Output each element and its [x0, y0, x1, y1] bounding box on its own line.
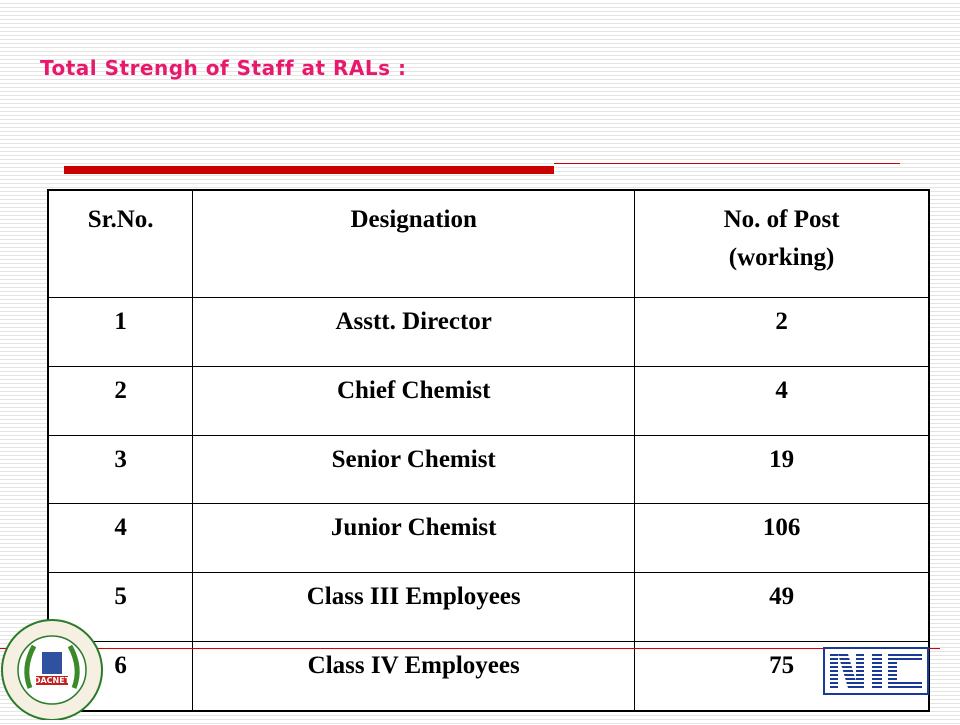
table-row	[48, 366, 929, 435]
table-row	[48, 298, 929, 367]
cell-designation: Chief Chemist	[193, 366, 635, 435]
table-row	[48, 573, 929, 642]
table-row	[48, 435, 929, 504]
slide-title: Total Strengh of Staff at RALs :	[40, 56, 407, 80]
cell-sr-no: 3	[48, 435, 193, 504]
table-row	[48, 504, 929, 573]
cell-designation: Class III Employees	[193, 573, 635, 642]
cell-posts: 106	[635, 504, 929, 573]
cell-designation: Junior Chemist	[193, 504, 635, 573]
dacnet-logo-icon	[0, 618, 104, 720]
cell-sr-no: 6	[48, 641, 193, 711]
cell-posts: 19	[635, 435, 929, 504]
table-row	[48, 641, 929, 711]
header-no-of-post-line2: (working)	[728, 244, 835, 271]
header-no-of-post-line1: No. of Post	[723, 206, 840, 233]
header-no-of-post	[635, 190, 929, 298]
cell-sr-no: 2	[48, 366, 193, 435]
table-header-row	[48, 190, 929, 298]
nic-logo-icon	[822, 646, 930, 696]
cell-posts: 49	[635, 573, 929, 642]
header-sr-no: Sr.No.	[48, 190, 193, 298]
cell-designation: Asstt. Director	[193, 298, 635, 367]
dacnet-logo-text: DACNET	[33, 676, 71, 685]
cell-sr-no: 4	[48, 504, 193, 573]
staff-table	[47, 189, 930, 712]
cell-designation: Senior Chemist	[193, 435, 635, 504]
decorative-rule-thick	[64, 166, 554, 174]
cell-posts: 2	[635, 298, 929, 367]
footer-rule	[0, 648, 940, 649]
cell-posts: 4	[635, 366, 929, 435]
cell-sr-no: 1	[48, 298, 193, 367]
header-designation: Designation	[193, 190, 635, 298]
cell-designation: Class IV Employees	[193, 641, 635, 711]
cell-posts: 75	[635, 641, 929, 711]
decorative-rule-thin	[554, 163, 900, 164]
cell-sr-no: 5	[48, 573, 193, 642]
